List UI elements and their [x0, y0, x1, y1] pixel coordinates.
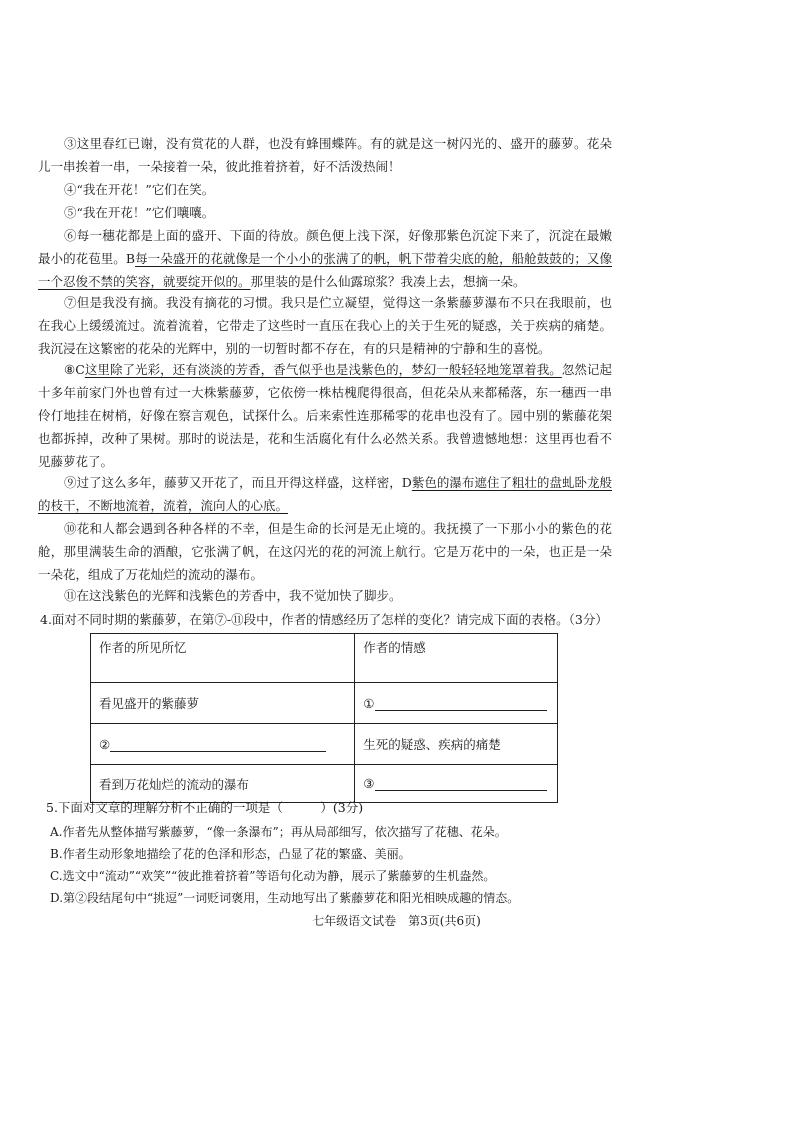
answer-blank-1[interactable]: [375, 710, 547, 711]
answer-blank-2[interactable]: [110, 751, 326, 752]
paragraph-text: ④“我在开花！”它们在笑。: [64, 182, 215, 197]
paragraph-text: 那里装的是什么仙露琼浆？我凑上去，想摘一朵。: [250, 274, 526, 289]
header-feel: 作者的情感: [355, 634, 558, 683]
table-row: [91, 724, 558, 765]
passage-paragraph: [38, 517, 612, 586]
passage-paragraph: [38, 291, 612, 360]
cell-seen-3: 看到万花灿烂的流动的瀑布: [91, 765, 355, 803]
paragraph-text: ⑥每一穗花都是上面的盛开、下面的待放。颜色便上浅下深，好像那紫色沉淀下来了，沉淀在最嫩最小的花苞里。B: [38, 228, 612, 266]
paragraph-text: ⑪在这浅紫色的光辉和浅紫色的芳香中，我不觉加快了脚步。: [64, 588, 402, 603]
option-a[interactable]: A.作者先从整体描写紫藤萝，“像一条瀑布”；再从局部细写，依次描写了花穗、花朵。: [50, 825, 507, 839]
passage-paragraph: [38, 584, 612, 607]
paragraph-text: ⑤“我在开花！”它们嚷嚷。: [64, 205, 215, 220]
cell-feel-2: 生死的疑惑、疾病的痛楚: [355, 724, 558, 765]
passage-paragraph: [38, 178, 612, 201]
table-header-row: [91, 634, 558, 683]
table-row: [91, 765, 558, 803]
paragraph-text: ③这里春红已谢，没有赏花的人群，也没有蜂围蝶阵。有的就是这一树闪光的、盛开的藤萝。花朵儿一串挨着一串，一朵接着一朵，彼此推着挤着，好不活泼热闹！: [38, 136, 612, 174]
passage-paragraph: [38, 224, 612, 293]
option-c[interactable]: C.选文中“流动”“欢笑”“彼此推着挤着”等语句化动为静，展示了紫藤萝的生机盎然。: [50, 869, 496, 883]
underlined-sentence: 紫色的瀑布遮住了粗壮的盘虬卧龙般的枝干，不断地流着，流着，流向人的心底。: [38, 475, 612, 513]
page-footer: 七年级语文试卷 第3页(共6页): [312, 914, 481, 928]
option-b[interactable]: B.作者生动形象地描绘了花的色泽和形态，凸显了花的繁盛、美丽。: [50, 847, 411, 861]
cell-feel-3[interactable]: ③: [355, 765, 558, 803]
question-4-table: [90, 633, 558, 803]
paragraph-text: ⑩花和人都会遇到各种各样的不幸，但是生命的长河是无止境的。我抚摸了一下那小小的紫色的花舱，那里满装生命的酒酿，它张满了帆，在这闪光的花的河流上航行。它是万花中的一朵，也正是一朵一朵花，组成了万花灿烂的流动的瀑布。: [38, 521, 612, 582]
paragraph-text: ⑦但是我没有摘。我没有摘花的习惯。我只是伫立凝望，觉得这一条紫藤萝瀑布不只在我眼前，也在我心上缓缓流过。流着流着，它带走了这些时一直压在我心上的关于生死的疑惑，关于疾病的痛楚。我沉浸在这繁密的花朵的光辉中，别的一切暂时都不存在，有的只是精神的宁静和生的喜悦。: [38, 295, 612, 356]
cell-seen-1: 看见盛开的紫藤萝: [91, 683, 355, 724]
paragraph-text: 忽然记起十多年前家门外也曾有过一大株紫藤萝，它依傍一株枯槐爬得很高，但花朵从来都稀落，东一穗西一串伶仃地挂在树梢，好像在察言观色，试探什么。后来索性连那稀零的花串也没有了。园中别的紫藤花架也都拆掉，改种了果树。那时的说法是，花和生活腐化有什么必然关系。我曾遗憾地想：这里再也看不见藤萝花了。: [38, 362, 612, 469]
passage-paragraph: [38, 132, 612, 178]
header-seen: 作者的所见所忆: [91, 634, 355, 683]
underlined-sentence: 每一朵盛开的花就像是一个小小的张满了的帆，帆下带着尖底的舱，船舱鼓鼓的；又像一个忍俊不禁的笑容，就要绽开似的。: [38, 251, 612, 289]
question-5-prompt: 5.下面对文章的理解分析不正确的一项是（ ）(3分): [46, 800, 364, 815]
table-row: [91, 683, 558, 724]
paragraph-text: ⑧C: [64, 362, 85, 377]
paragraph-text: ⑨过了这么多年，藤萝又开花了，而且开得这样盛，这样密，D: [64, 475, 412, 490]
passage-paragraph: [38, 471, 612, 517]
answer-blank-3[interactable]: [375, 790, 547, 791]
underlined-sentence: 这里除了光彩，还有淡淡的芳香，香气似乎也是浅紫色的，梦幻一般轻轻地笼罩着我。: [84, 362, 562, 377]
question-4-prompt: 4.面对不同时期的紫藤萝，在第⑦-⑪段中，作者的情感经历了怎样的变化？请完成下面的表格。（3分）: [40, 612, 608, 627]
cell-feel-1[interactable]: ①: [355, 683, 558, 724]
option-d[interactable]: D.第②段结尾句中“挑逗”一词贬词褒用，生动地写出了紫藤萝花和阳光相映成趣的情态。: [50, 891, 520, 905]
passage-paragraph: [38, 358, 612, 473]
cell-seen-2[interactable]: ②: [91, 724, 355, 765]
passage-paragraph: [38, 201, 612, 224]
